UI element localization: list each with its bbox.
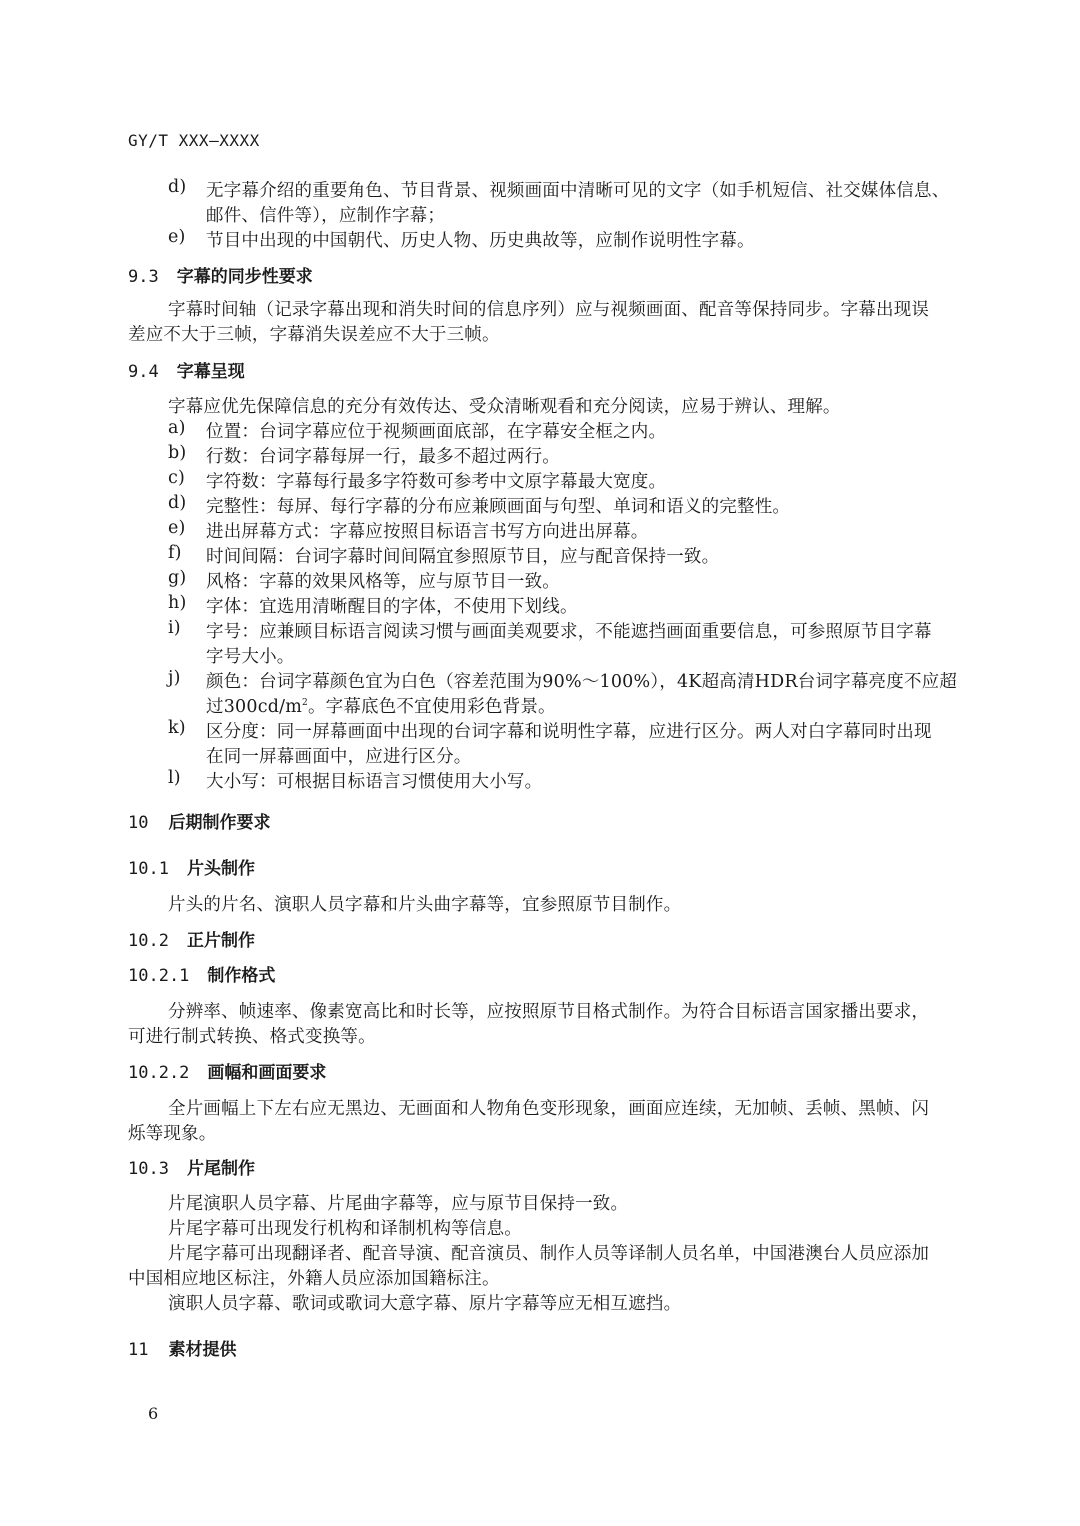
chapter-heading-10: 10 后期制作要求 xyxy=(128,813,271,833)
paragraph-line: 片尾字幕可出现发行机构和译制机构等信息。 xyxy=(168,1219,522,1239)
list-item-text: 区分度：同一屏幕画面中出现的台词字幕和说明性字幕，应进行区分。两人对白字幕同时出现 xyxy=(206,722,932,742)
list-item-text: 无字幕介绍的重要角色、节目背景、视频画面中清晰可见的文字（如手机短信、社交媒体信息、 xyxy=(206,181,950,201)
list-item-text: 颜色：台词字幕颜色宜为白色（容差范围为90%～100%），4K超高清HDR台词字幕亮度不应超 xyxy=(206,672,958,692)
list-marker: a) xyxy=(168,418,186,438)
paragraph-line: 全片画幅上下左右应无黑边、无画面和人物角色变形现象，画面应连续，无加帧、丢帧、黑帧、闪 xyxy=(168,1099,930,1119)
paragraph-line: 演职人员字幕、歌词或歌词大意字幕、原片字幕等应无相互遮挡。 xyxy=(168,1294,682,1314)
list-item-text: 字符数：字幕每行最多字符数可参考中文原字幕最大宽度。 xyxy=(206,472,667,492)
list-marker: d) xyxy=(168,493,187,513)
list-item-text: 位置：台词字幕应位于视频画面底部，在字幕安全框之内。 xyxy=(206,422,667,442)
section-heading-10-1: 10.1 片头制作 xyxy=(128,859,255,879)
paragraph-line: 片尾字幕可出现翻译者、配音导演、配音演员、制作人员等译制人员名单，中国港澳台人员应添加 xyxy=(168,1244,930,1264)
paragraph-line: 片尾演职人员字幕、片尾曲字幕等，应与原节目保持一致。 xyxy=(168,1194,629,1214)
list-item-text: 大小写：可根据目标语言习惯使用大小写。 xyxy=(206,772,543,792)
list-marker: j) xyxy=(168,668,181,688)
list-marker: l) xyxy=(168,768,181,788)
list-item-text: 在同一屏幕画面中，应进行区分。 xyxy=(206,747,472,767)
list-marker: c) xyxy=(168,468,186,488)
document-id: GY/T XXX—XXXX xyxy=(128,131,260,150)
section-heading-10-2-2: 10.2.2 画幅和画面要求 xyxy=(128,1063,327,1083)
section-heading-10-2-1: 10.2.1 制作格式 xyxy=(128,966,276,986)
paragraph-line: 片头的片名、演职人员字幕和片头曲字幕等，宜参照原节目制作。 xyxy=(168,895,682,915)
paragraph-line: 字幕时间轴（记录字幕出现和消失时间的信息序列）应与视频画面、配音等保持同步。字幕出现误 xyxy=(168,300,930,320)
page-number: 6 xyxy=(148,1404,159,1423)
list-item-text: 节目中出现的中国朝代、历史人物、历史典故等，应制作说明性字幕。 xyxy=(206,231,755,251)
list-marker: h) xyxy=(168,593,187,613)
superscript: 2 xyxy=(302,698,308,708)
section-heading-10-3: 10.3 片尾制作 xyxy=(128,1159,255,1179)
section-heading-10-2: 10.2 正片制作 xyxy=(128,931,255,951)
chapter-heading-11: 11 素材提供 xyxy=(128,1340,237,1360)
list-marker: f) xyxy=(168,543,182,563)
paragraph-line: 差应不大于三帧，字幕消失误差应不大于三帧。 xyxy=(128,325,500,345)
list-item-text: 行数：台词字幕每屏一行，最多不超过两行。 xyxy=(206,447,560,467)
list-marker: e) xyxy=(168,518,186,538)
list-marker: i) xyxy=(168,618,181,638)
list-marker: e) xyxy=(168,227,186,247)
list-item-text: 进出屏幕方式：字幕应按照目标语言书写方向进出屏幕。 xyxy=(206,522,649,542)
list-item-text: 过$300cd/m^2$。字幕底色不宜使用彩色背景。 xyxy=(206,697,556,717)
list-marker: g) xyxy=(168,568,187,588)
paragraph-line: 烁等现象。 xyxy=(128,1124,217,1144)
list-item-text: 字号大小。 xyxy=(206,647,295,667)
list-marker: k) xyxy=(168,718,186,738)
list-item-text: 时间间隔：台词字幕时间间隔宜参照原节目，应与配音保持一致。 xyxy=(206,547,720,567)
list-marker: b) xyxy=(168,443,187,463)
list-item-text: 风格：字幕的效果风格等，应与原节目一致。 xyxy=(206,572,560,592)
list-item-text: 完整性：每屏、每行字幕的分布应兼顾画面与句型、单词和语义的完整性。 xyxy=(206,497,791,517)
list-item-text: 字号：应兼顾目标语言阅读习惯与画面美观要求，不能遮挡画面重要信息，可参照原节目字幕 xyxy=(206,622,932,642)
paragraph-line: 字幕应优先保障信息的充分有效传达、受众清晰观看和充分阅读，应易于辨认、理解。 xyxy=(168,397,841,417)
list-marker: d) xyxy=(168,177,187,197)
section-heading-9-4: 9.4 字幕呈现 xyxy=(128,362,245,382)
section-heading-9-3: 9.3 字幕的同步性要求 xyxy=(128,267,313,287)
paragraph-line: 中国相应地区标注，外籍人员应添加国籍标注。 xyxy=(128,1269,500,1289)
list-item-text: 邮件、信件等），应制作字幕； xyxy=(206,206,446,226)
list-item-text: 字体：宜选用清晰醒目的字体，不使用下划线。 xyxy=(206,597,578,617)
paragraph-line: 可进行制式转换、格式变换等。 xyxy=(128,1027,376,1047)
paragraph-line: 分辨率、帧速率、像素宽高比和时长等，应按照原节目格式制作。为符合目标语言国家播出要求， xyxy=(168,1002,930,1022)
